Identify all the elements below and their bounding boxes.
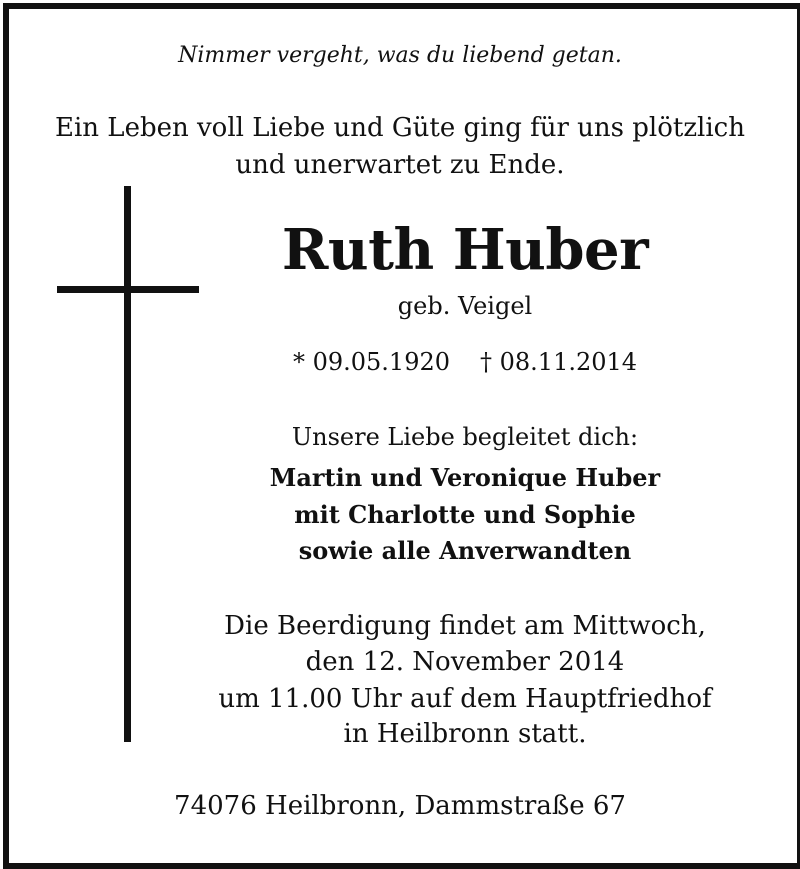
family-address: 74076 Heilbronn, Dammstraße 67 xyxy=(174,791,626,821)
deceased-name: Ruth Huber xyxy=(281,217,649,283)
funeral-line: in Heilbronn statt. xyxy=(343,719,587,749)
mourner-line: mit Charlotte und Sophie xyxy=(294,500,636,529)
birth-date: * 09.05.1920 xyxy=(292,348,450,376)
funeral-line: um 11.00 Uhr auf dem Hauptfriedhof xyxy=(218,684,712,714)
farewell-line: Unsere Liebe begleitet dich: xyxy=(291,423,639,451)
life-dates xyxy=(215,350,715,374)
death-date: † 08.11.2014 xyxy=(480,348,638,376)
funeral-line: den 12. November 2014 xyxy=(305,647,625,677)
birth-name: geb. Veigel xyxy=(397,292,533,320)
mourner-line: Martin und Veronique Huber xyxy=(269,463,661,492)
funeral-line: Die Beerdigung findet am Mittwoch, xyxy=(224,611,706,641)
cross-horizontal-beam xyxy=(57,286,199,293)
intro-line-1: Ein Leben voll Liebe und Güte ging für uns plötzlich xyxy=(55,113,745,143)
intro-line-2: und unerwartet zu Ende. xyxy=(235,150,565,180)
cross-vertical-beam xyxy=(124,186,131,742)
motto: Nimmer vergeht, was du liebend getan. xyxy=(178,43,622,68)
mourner-line: sowie alle Anverwandten xyxy=(298,536,632,565)
